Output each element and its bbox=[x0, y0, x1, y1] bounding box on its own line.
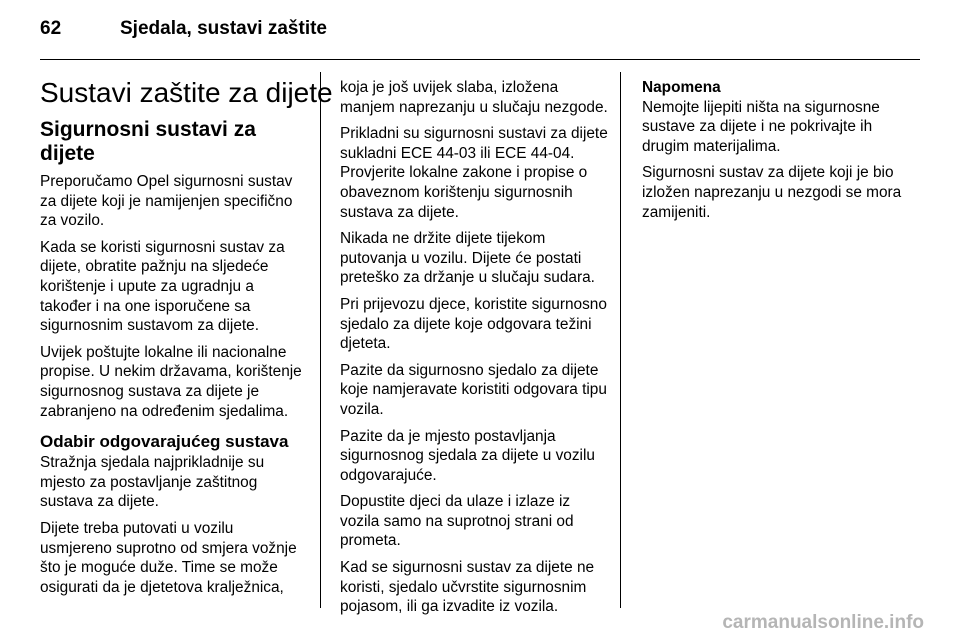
column-divider-2 bbox=[620, 72, 621, 608]
column-2 bbox=[340, 78, 608, 624]
paragraph: Pazite da je mjesto postavljanja sigurnosnog sjedala za dijete u vozilu odgovarajuće. bbox=[340, 427, 595, 484]
section-title: Sigurnosni sustavi za dijete bbox=[40, 118, 256, 165]
column-divider-1 bbox=[320, 72, 321, 608]
paragraph: Kad se sigurnosni sustav za dijete ne koristi, sjedalo učvrstite sigurnosnim pojasom, ili ga izvadite iz vozila. bbox=[340, 559, 595, 616]
paragraph: Prikladni su sigurnosni sustavi za dijete sukladni ECE 44-03 ili ECE 44-04. Provjerite lokalne zakone i propise o obaveznom korištenju sigurnosnih sustava za dijete. bbox=[340, 125, 608, 221]
watermark: carmanualsonline.info bbox=[722, 612, 924, 633]
paragraph: Dijete treba putovati u vozilu usmjereno suprotno od smjera vožnje što je moguće duže. Time se može osigurati da je djetetova kralježnica, bbox=[40, 519, 297, 596]
column-3 bbox=[642, 78, 910, 229]
paragraph: Kada se koristi sigurnosni sustav za dijete, obratite pažnju na sljedeće korištenje i upute za ugradnju a također i na one isporučene sa sigurnosnim sustavom za dijete. bbox=[40, 238, 285, 335]
header-divider bbox=[40, 59, 920, 60]
page-number: 62 bbox=[40, 18, 62, 39]
paragraph: Stražnja sjedala najprikladnije su mjesto za postavljanje zaštitnog sustava za dijete. bbox=[40, 454, 265, 511]
page-title: Sustavi zaštite za dijete bbox=[40, 77, 333, 108]
paragraph: Dopustite djeci da ulaze i izlaze iz vozila samo na suprotnoj strani od prometa. bbox=[340, 493, 574, 550]
paragraph: Nikada ne držite dijete tijekom putovanja u vozilu. Dijete će postati preteško za držanje u slučaju sudara. bbox=[340, 230, 595, 287]
paragraph: Pazite da sigurnosno sjedalo za dijete koje namjeravate koristiti odgovara tipu vozila. bbox=[340, 361, 607, 418]
paragraph: Pri prijevozu djece, koristite sigurnosno sjedalo za dijete koje odgovara težini djeteta. bbox=[340, 295, 607, 353]
paragraph: Preporučamo Opel sigurnosni sustav za dijete koji je namijenjen specifično za vozilo. bbox=[40, 173, 293, 230]
column-1 bbox=[40, 72, 333, 604]
paragraph: Uvijek poštujte lokalne ili nacionalne propise. U nekim državama, korištenje sigurnosnog sustava za dijete je zabranjeno na određenim sjedalima. bbox=[40, 343, 302, 420]
page-header bbox=[40, 18, 920, 50]
subsection-title: Odabir odgovarajućeg sustava bbox=[40, 432, 289, 452]
paragraph: koja je još uvijek slaba, izložena manjem naprezanju u slučaju nezgode. bbox=[340, 79, 608, 116]
note-paragraph: Nemojte lijepiti ništa na sigurnosne sustave za dijete i ne pokrivajte ih drugim materijalima. bbox=[642, 98, 880, 155]
note-paragraph: Sigurnosni sustav za dijete koji je bio izložen naprezanju u nezgodi se mora zamijeniti. bbox=[642, 164, 902, 221]
note-title: Napomena bbox=[642, 79, 721, 96]
header-title: Sjedala, sustavi zaštite bbox=[120, 18, 327, 39]
